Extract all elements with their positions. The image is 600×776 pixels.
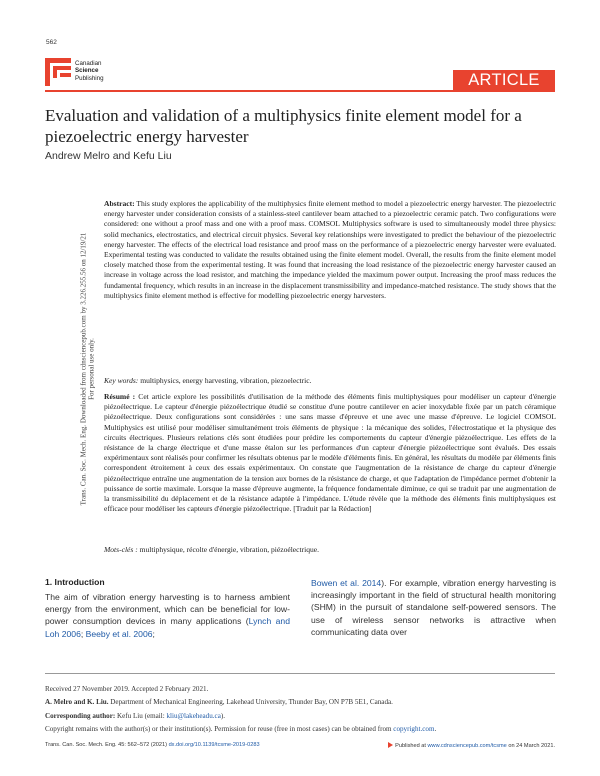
keywords-label: Key words: bbox=[104, 376, 139, 385]
citation-separator: ; bbox=[152, 628, 155, 639]
mots-cles bbox=[104, 545, 556, 555]
corresponding-author bbox=[45, 711, 555, 722]
footer-notes bbox=[45, 684, 555, 737]
authors: Andrew Melro and Kefu Liu bbox=[45, 150, 172, 162]
copyright-link[interactable]: copyright.com bbox=[393, 724, 435, 733]
publisher-logo-icon bbox=[45, 58, 71, 86]
affiliation-names: A. Melro and K. Liu. bbox=[45, 698, 109, 707]
published-date: on 24 March 2021. bbox=[506, 743, 555, 749]
intro-right-column bbox=[311, 577, 556, 638]
corresponding-label: Corresponding author: bbox=[45, 711, 116, 720]
section-heading-introduction: 1. Introduction bbox=[45, 577, 105, 587]
citation-link[interactable]: Lynch and Loh 2006 bbox=[45, 616, 290, 639]
copyright-text: Copyright remains with the author(s) or their institution(s). Permission for reuse (free in most cases) can be obtained from bbox=[45, 724, 394, 733]
resume bbox=[104, 392, 556, 514]
journal-website-link[interactable]: www.cdnsciencepub.com/tcsme bbox=[427, 743, 507, 749]
affiliation-text: Department of Mechanical Engineering, Lakehead University, Thunder Bay, ON P7B 5E1, Canada. bbox=[108, 698, 393, 707]
publisher-name bbox=[75, 60, 104, 82]
side-note-line2: For personal use only. bbox=[87, 338, 96, 400]
affiliation bbox=[45, 697, 555, 708]
footer-rule bbox=[45, 673, 555, 674]
abstract-text: This study explores the applicability of the multiphysics finite element method to model a piezoelectric energy harvester. The piezoelectric energy harvester under consideration consists of a stainless-steel cantilever beam attached to a piezoelectric ceramic patch. Two configurations were considered: one without a proof mass and one with a proof mass. COMSOL Multiphysics software is used to simultaneously model three physics: solid mechanics, electrostatics, and electrical circuit physics. Several key relationships were investigated to predict the behaviour of the piezoelectric energy harvester. The effects of the electrical load resistance and proof mass on the performance of a piezoelectric energy harvester were evaluated. Experimental testing was conducted to validate the results obtained using the finite element model. Overall, the results from the finite element model closely matched those from the experimental testing. It was found that increasing the load resistance of the piezoelectric energy harvester caused an increase in voltage across the load resistor, and matching the impedance yielded the maximum power output. Increasing the proof mass reduces the fundamental frequency, which results in an increase in the displacement transmissibility and impedance-matched resistance. The study shows that the multiphysics finite element method is effective for modelling piezoelectric energy harvesters. bbox=[104, 199, 556, 300]
side-note-line1: Trans. Can. Soc. Mech. Eng. Downloaded from cdnsciencepub.com by 3.226.255.56 on 12/19/21 bbox=[79, 232, 88, 506]
resume-label: Résumé : bbox=[104, 392, 136, 401]
page-number: 562 bbox=[46, 39, 57, 46]
published-info bbox=[388, 742, 555, 749]
citation-link[interactable]: Beeby et al. 2006 bbox=[85, 628, 153, 639]
intro-left-column bbox=[45, 591, 290, 640]
article-type-banner: ARTICLE bbox=[453, 70, 555, 90]
email-link[interactable]: kliu@lakeheadu.ca bbox=[166, 711, 221, 720]
publisher-line1: Canadian bbox=[75, 60, 102, 67]
intro-right-text: ). For example, vibration energy harvesting is increasingly important in the field of structural health monitoring (SHM) in the pursuit of standalone self-powered sensors. The use of wireless sensor networks is attractive when communicating data over bbox=[311, 578, 556, 637]
abstract bbox=[104, 199, 556, 301]
banner-rule bbox=[45, 90, 555, 92]
journal-citation bbox=[45, 742, 260, 748]
copyright-end: . bbox=[434, 724, 437, 733]
download-side-note bbox=[80, 157, 96, 582]
corresponding-end: ). bbox=[220, 711, 225, 720]
citation-link[interactable]: Bowen et al. 2014 bbox=[311, 578, 382, 588]
publisher-logo[interactable] bbox=[45, 58, 135, 88]
resume-text: Cet article explore les possibilités d'utilisation de la méthode des éléments finis multiphysiques pour modéliser un capteur d'énergie piézoélectrique. Le capteur d'énergie piézoélectrique étudié se constitue d'une poutre cantilever en acier inoxydable fixée par un patch céramique piézoélectrique. Deux configurations sont considérées : une sans masse d'épreuve et une avec une masse d'épreuve. Le logiciel COMSOL Multiphysics est utilisé pour modéliser simultanément trois éléments de physique : la mécanique des solides, l'électrostatique et la physique des circuits électriques. Plusieurs relations clés sont étudiées pour prédire les comportements du capteur d'énergie piézoélectrique. Les effets de la résistance de la charge électrique et d'une masse étalon sur les performances d'un capteur d'énergie piézoélectrique sont évalués. Des essais expérimentaux sont réalisés pour confirmer les résultats obtenus par le modèle d'éléments finis. En général, les résultats du modèle par éléments finis correspondent étroitement à ceux des essais expérimentaux. On constate que l'augmentation de la résistance de charge du capteur d'énergie piézoélectrique entraîne une augmentation de la tension aux bornes de la résistance de charge, et que l'adaptation de l'impédance permet d'obtenir la puissance de sortie maximale. Lorsque la masse d'épreuve augmente, la fréquence fondamentale diminue, ce qui se traduit par une augmentation de la transmissibilité du déplacement et de la résistance adaptée à l'impédance. L'étude révèle que la méthode des éléments finis multiphysiques est efficace pour modéliser les capteurs d'énergie piézoélectrique. [Traduit par la Rédaction] bbox=[104, 392, 556, 514]
doi-link[interactable]: dx.doi.org/10.1139/tcsme-2019-0283 bbox=[168, 742, 260, 748]
journal-footer bbox=[45, 742, 555, 752]
abstract-label: Abstract: bbox=[104, 199, 135, 208]
keywords bbox=[104, 376, 556, 386]
published-label: Published at bbox=[395, 743, 428, 749]
mots-cles-label: Mots-clés : bbox=[104, 545, 138, 554]
mots-cles-text: multiphysique, récolte d'énergie, vibration, piézoélectrique. bbox=[137, 545, 319, 554]
publisher-line2: Science bbox=[75, 67, 99, 75]
received-dates: Received 27 November 2019. Accepted 2 February 2021. bbox=[45, 685, 209, 693]
copyright bbox=[45, 724, 555, 735]
paper-title: Evaluation and validation of a multiphysics finite element model for a piezoelectric energy harvester bbox=[45, 106, 522, 146]
corresponding-text: Kefu Liu (email: bbox=[115, 711, 167, 720]
keywords-text: multiphysics, energy harvesting, vibration, piezoelectric. bbox=[138, 376, 312, 385]
citation-text: Trans. Can. Soc. Mech. Eng. 45: 562–572 (2021) bbox=[45, 742, 169, 748]
intro-left-text: The aim of vibration energy harvesting is to harness ambient energy from the environment, which can be beneficial for low-power consumption devices in many applications ( bbox=[45, 592, 290, 627]
citation-separator: ; bbox=[80, 628, 86, 639]
publisher-line3: Publishing bbox=[75, 74, 104, 82]
arrow-right-icon bbox=[388, 742, 393, 748]
